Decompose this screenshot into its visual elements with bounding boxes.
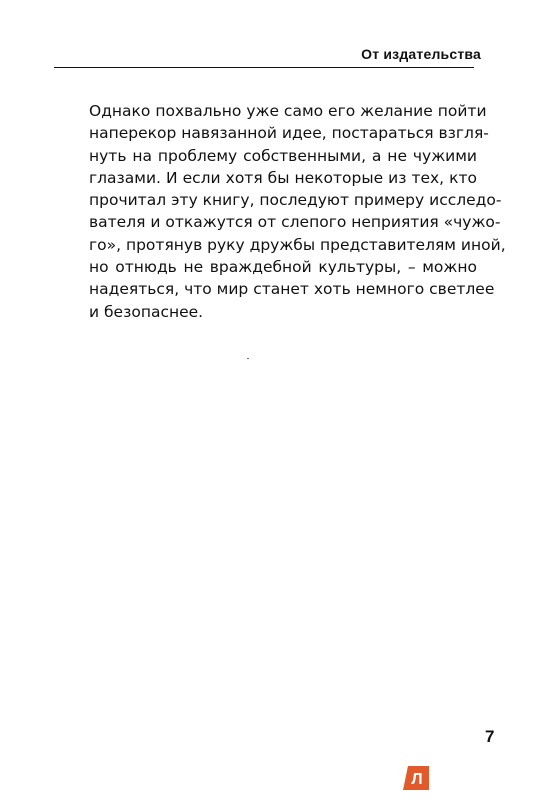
svg-text:Л: Л bbox=[411, 771, 423, 788]
paragraph-line: нуть на проблему собственными, а не чужими bbox=[89, 146, 477, 165]
header-rule bbox=[54, 67, 474, 68]
paragraph-line: Однако похвально уже само его желание пойти bbox=[89, 102, 487, 120]
labirint-logo-icon bbox=[403, 766, 429, 790]
paragraph-line: глазами. И если хотя бы некоторые из тех, кто bbox=[89, 168, 477, 187]
print-speck bbox=[247, 358, 249, 359]
paragraph-line: но отнюдь не враждебной культуры, – можно bbox=[89, 258, 477, 277]
body-paragraph bbox=[89, 100, 506, 323]
paragraph-line: вателя и откажутся от слепого неприятия «чужо- bbox=[89, 213, 501, 232]
running-head-title: От издательства bbox=[361, 46, 481, 62]
paragraph-line: го», протянув руку дружбы представителям иной, bbox=[89, 235, 506, 254]
paragraph-line: и безопаснее. bbox=[89, 302, 204, 321]
paragraph-line: прочитал эту книгу, последуют примеру исследо- bbox=[89, 191, 502, 210]
paragraph-line: надеяться, что мир станет хоть немного светлее bbox=[89, 280, 495, 299]
page-number: 7 bbox=[485, 727, 495, 746]
paragraph-line: наперекор навязанной идее, постараться взгля- bbox=[89, 124, 489, 143]
